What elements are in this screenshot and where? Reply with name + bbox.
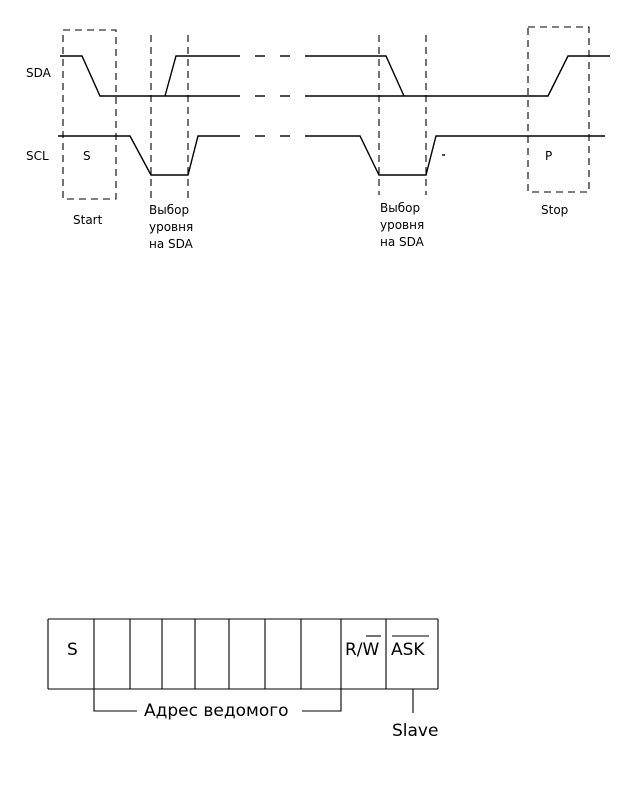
sda-high-segment — [165, 56, 240, 96]
scl-waveform — [58, 136, 605, 175]
address-frame — [48, 619, 438, 741]
level-select-1-line-3: на SDA — [149, 237, 193, 251]
sda-low-segment — [60, 56, 240, 96]
stop-symbol: P — [545, 149, 553, 163]
scl-label: SCL — [26, 149, 49, 163]
scl-second-pulse — [305, 136, 605, 175]
level-select-1-line-1: Выбор — [149, 203, 190, 217]
address-bracket-right — [302, 689, 341, 711]
slave-label: Slave — [392, 721, 439, 741]
sda-low-end-segment — [305, 56, 610, 96]
level-select-1-line-2: уровня — [149, 220, 194, 234]
address-bracket-left — [94, 689, 137, 711]
level-select-2-line-2: уровня — [380, 218, 425, 232]
start-symbol: S — [83, 149, 91, 163]
start-label: Start — [73, 213, 103, 227]
level-select-2-line-1: Выбор — [380, 201, 421, 215]
sda-high-end-segment — [305, 56, 404, 96]
address-label: Адрес ведомого — [144, 701, 289, 721]
frame-cell-start: S — [67, 640, 78, 660]
sda-label: SDA — [26, 66, 51, 80]
timing-diagram — [26, 27, 610, 251]
stop-label: Stop — [541, 203, 569, 217]
frame-cell-rw: R/W — [345, 640, 380, 660]
frame-cell-ask: ASK — [391, 640, 425, 660]
stop-condition-box — [528, 27, 589, 192]
level-select-2-line-3: на SDA — [380, 235, 424, 249]
